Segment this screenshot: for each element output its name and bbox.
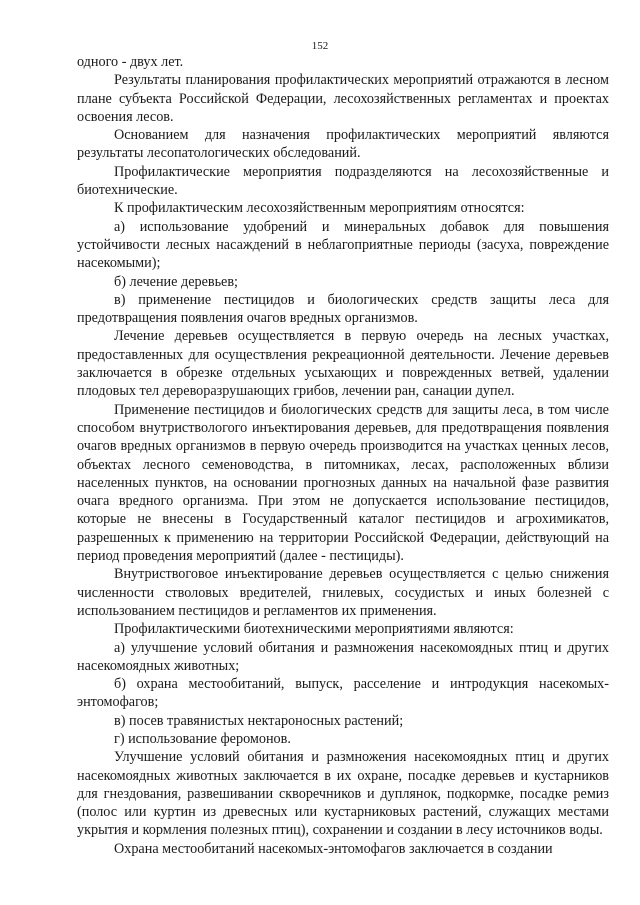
paragraph: Основанием для назначения профилактических мероприятий являются результаты лесопатологических обследований. <box>77 127 609 162</box>
paragraph: Применение пестицидов и биологических средств для защиты леса, в том числе способом внутриствологого инъектирования деревьев, для предотвращения появления очагов вредных организмов в первую очередь производится на участках ценных лесов, объектах лесного семеноводства, в питомниках, лесах, расположенных вблизи населенных пунктов, на основании прогнозных данных на начальной фазе развития очага вредного организма. При этом не допускается использование пестицидов, которые не внесены в Государственный каталог пестицидов и агрохимикатов, разрешенных к применению на территории Российской Федерации, действующий на период проведения мероприятий (далее - пестициды). <box>77 401 609 565</box>
paragraph-continued: Охрана местообитаний насекомых-энтомофагов заключается в создании <box>114 840 553 857</box>
paragraph: Профилактические мероприятия подразделяются на лесохозяйственные и биотехнические. <box>77 163 609 199</box>
paragraph: Лечение деревьев осуществляется в первую очередь на лесных участках, предоставленных для осуществления рекреационной деятельности. Лечение деревьев заключается в обрезке отдельных усыхающих и поврежденных ветвей, удалении плодовых тел дереворазрушающих грибов, лечении ран, санации дупел. <box>77 328 609 400</box>
paragraph: Внутриствоговое инъектирование деревьев осуществляется с целью снижения численности стволовых вредителей, гнилевых, сосудистых и иных болезней с использованием пестицидов и регламентов их применения. <box>77 566 609 619</box>
list-item: а) улучшение условий обитания и размножения насекомоядных птиц и других насекомоядных животных; <box>77 639 609 674</box>
paragraph-continuation: одного - двух лет. <box>77 54 184 70</box>
paragraph: Результаты планирования профилактических мероприятий отражаются в лесном плане субъекта Российской Федерации, лесохозяйственных регламентах и проектах освоения лесов. <box>77 72 609 125</box>
list-item: б) охрана местообитаний, выпуск, расселение и интродукция насекомых-энтомофагов; <box>77 676 609 711</box>
list-item: в) посев травянистых нектароносных растений; <box>114 712 404 729</box>
list-item: б) лечение деревьев; <box>114 273 238 290</box>
list-item: в) применение пестицидов и биологических средств защиты леса для предотвращения появления очагов вредных организмов. <box>77 291 609 327</box>
paragraph: Профилактическими биотехническими мероприятиями являются: <box>114 621 514 638</box>
page-number: 152 <box>311 40 329 52</box>
list-item: а) использование удобрений и минеральных добавок для повышения устойчивости лесных насаждений в неблагоприятные периоды (засуха, повреждение насекомыми); <box>77 218 609 272</box>
list-item: г) использование феромонов. <box>114 730 291 747</box>
document-body <box>77 53 609 858</box>
paragraph: К профилактическим лесохозяйственным мероприятиям относятся: <box>114 200 525 217</box>
paragraph: Улучшение условий обитания и размножения насекомоядных птиц и других насекомоядных животных заключается в их охране, посадке деревьев и кустарников для гнездования, развешивании скворечников и дуплянок, подкормке, посадке ремиз (полос или куртин из древесных или кустарниковых растений, служащих местами укрытия и кормления полезных птиц), сохранении и создании в лесу источников воды. <box>77 749 609 839</box>
